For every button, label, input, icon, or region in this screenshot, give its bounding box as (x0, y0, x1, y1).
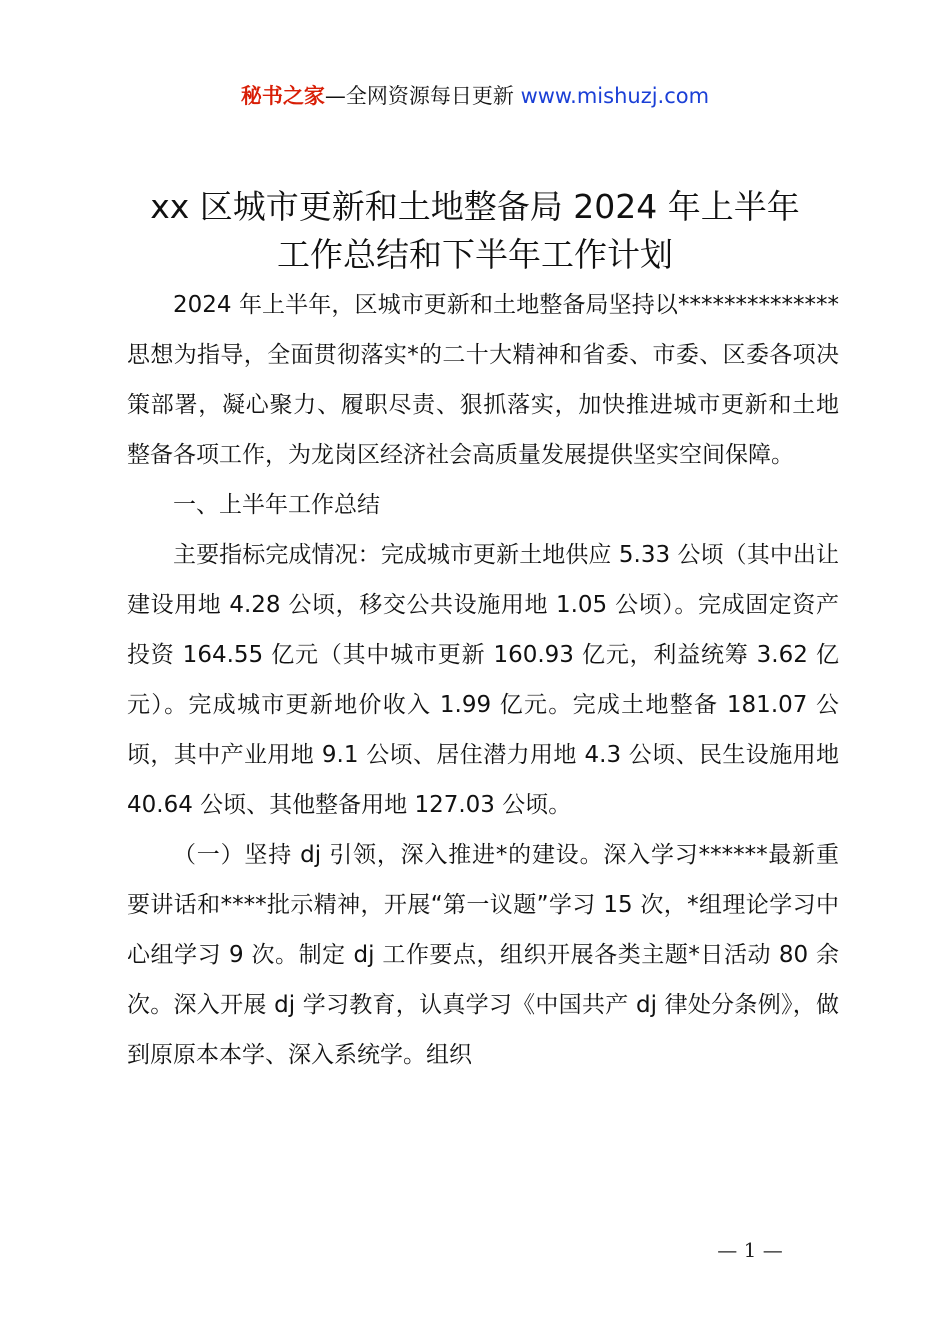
title-line-1: xx 区城市更新和土地整备局 2024 年上半年 (150, 187, 800, 226)
party-building-paragraph: （一）坚持 dj 引领，深入推进*的建设。深入学习******最新重要讲话和****批示精神，开展“第一议题”学习 15 次，*组理论学习中心组学习 9 次。制定 dj 工作要点，组织开展各类主题*日活动 80 余次。深入开展 dj 学习教育，认真学习《中国共产 dj 律处分条例》，做到原原本本学、深入系统学。组织 (127, 842, 839, 1068)
site-url-link[interactable]: www.mishuzj.com (520, 84, 710, 108)
site-header (0, 80, 950, 112)
document-title (60, 183, 890, 279)
title-line-2: 工作总结和下半年工作计划 (277, 235, 673, 274)
page-number: — 1 — (717, 1238, 783, 1262)
site-slogan: —全网资源每日更新 (324, 84, 514, 108)
site-brand: 秘书之家 (240, 84, 325, 108)
section-heading: 一、上半年工作总结 (173, 492, 380, 518)
indicators-paragraph: 主要指标完成情况：完成城市更新土地供应 5.33 公顷（其中出让建设用地 4.28 公顷，移交公共设施用地 1.05 公顷）。完成固定资产投资 164.55 亿元（其中城市更新 160.93 亿元，利益统筹 3.62 亿元）。完成城市更新地价收入 1.99 亿元。完成土地整备 181.07 公顷，其中产业用地 9.1 公顷、居住潜力用地 4.3 公顷、民生设施用地 40.64 公顷、其他整备用地 127.03 公顷。 (127, 542, 839, 818)
intro-paragraph: 2024 年上半年，区城市更新和土地整备局坚持以**************思想为指导，全面贯彻落实*的二十大精神和省委、市委、区委各项决策部署，凝心聚力、履职尽责、狠抓落实，加快推进城市更新和土地整备各项工作，为龙岗区经济社会高质量发展提供坚实空间保障。 (127, 292, 839, 468)
document-body (127, 280, 839, 1080)
